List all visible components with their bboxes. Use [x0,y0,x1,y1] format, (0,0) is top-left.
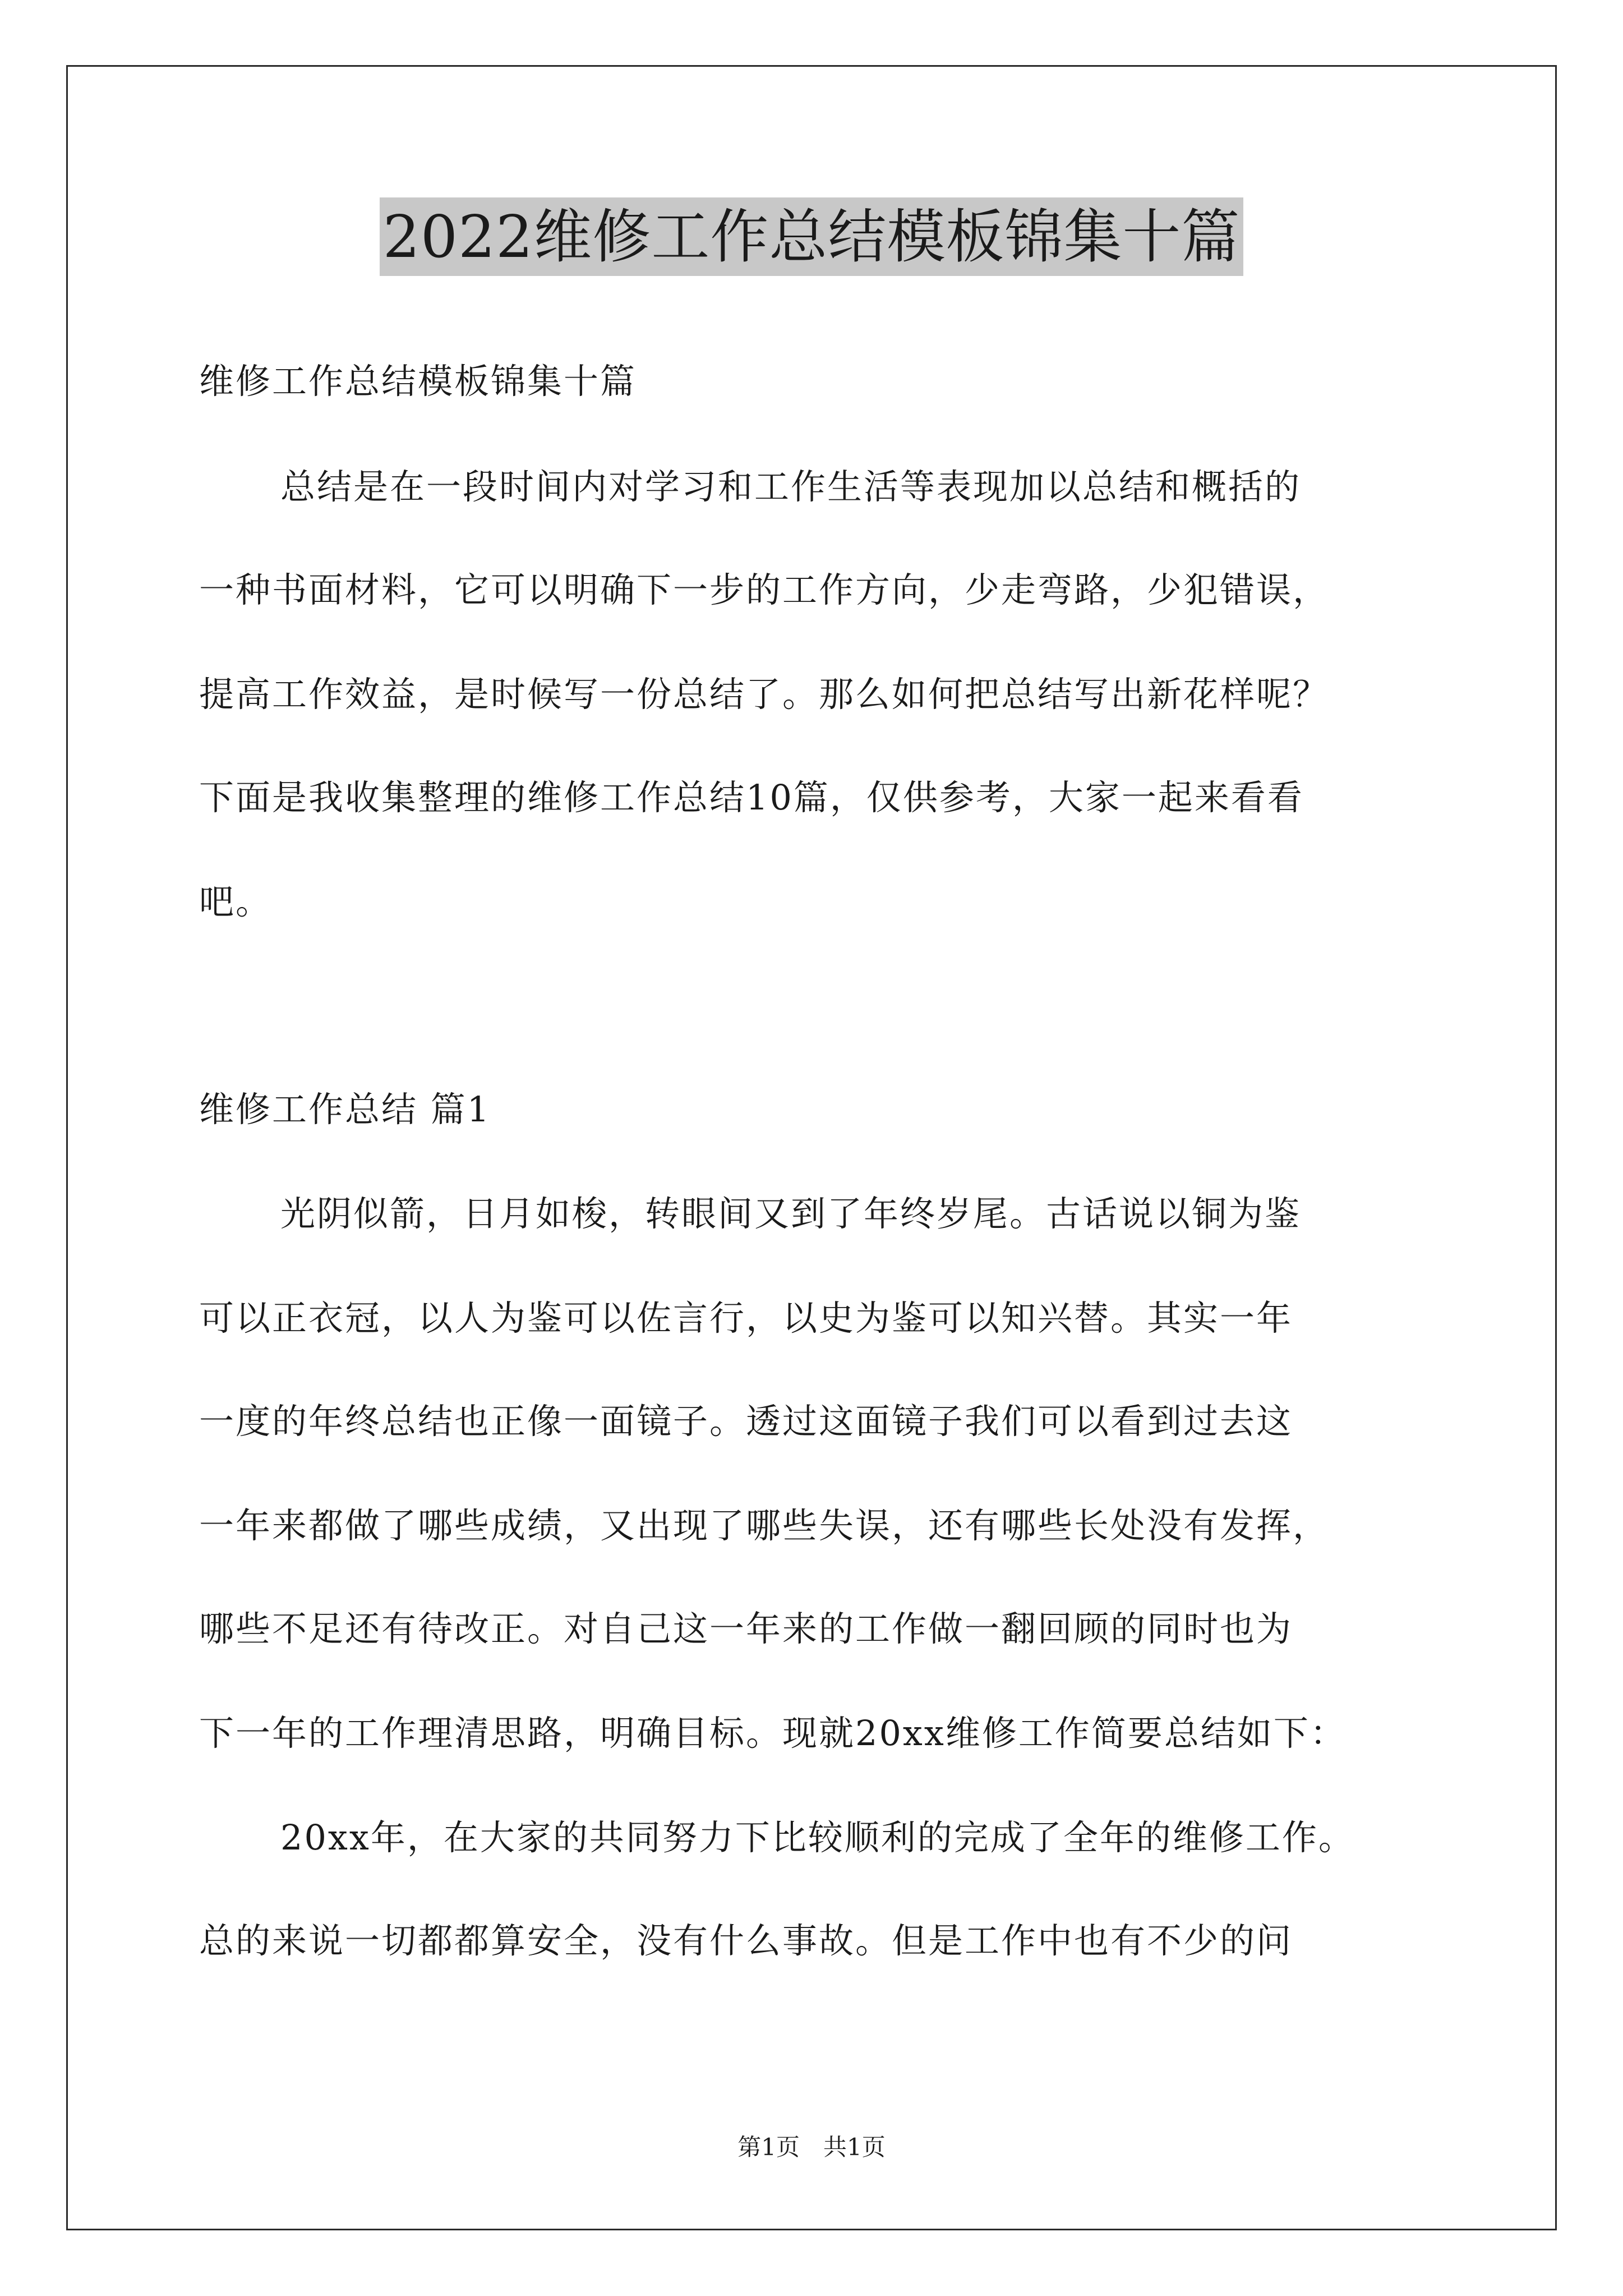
intro-paragraph-line: 一种书面材料，它可以明确下一步的工作方向，少走弯路，少犯错误， [199,569,1330,610]
body-paragraph-line: 下一年的工作理清思路，明确目标。现就20xx维修工作简要总结如下： [199,1713,1347,1754]
section-heading: 维修工作总结 篇1 [199,1089,491,1130]
intro-paragraph-line: 提高工作效益，是时候写一份总结了。那么如何把总结写出新花样呢？ [199,674,1330,715]
body-paragraph-line: 20xx年，在大家的共同努力下比较顺利的完成了全年的维修工作。 [280,1817,1355,1858]
document-title [0,197,1623,276]
page-number-footer: 第1页 共1页 [737,2133,886,2161]
intro-paragraph-line: 吧。 [199,881,273,922]
body-paragraph-line: 光阴似箭，日月如梭，转眼间又到了年终岁尾。古话说以铜为鉴 [280,1193,1302,1234]
subtitle-line: 维修工作总结模板锦集十篇 [199,361,637,402]
body-paragraph-line: 总的来说一切都都算安全，没有什么事故。但是工作中也有不少的问 [199,1920,1293,1961]
body-paragraph-line: 哪些不足还有待改正。对自己这一年来的工作做一翻回顾的同时也为 [199,1608,1293,1649]
intro-paragraph-line: 下面是我收集整理的维修工作总结10篇，仅供参考，大家一起来看看 [199,777,1304,818]
body-paragraph-line: 可以正衣冠，以人为鉴可以佐言行，以史为鉴可以知兴替。其实一年 [199,1297,1293,1338]
body-paragraph-line: 一度的年终总结也正像一面镜子。透过这面镜子我们可以看到过去这 [199,1401,1293,1442]
intro-paragraph-line: 总结是在一段时间内对学习和工作生活等表现加以总结和概括的 [280,466,1302,507]
body-paragraph-line: 一年来都做了哪些成绩，又出现了哪些失误，还有哪些长处没有发挥， [199,1505,1330,1546]
document-title-text: 2022维修工作总结模板锦集十篇 [380,197,1244,276]
